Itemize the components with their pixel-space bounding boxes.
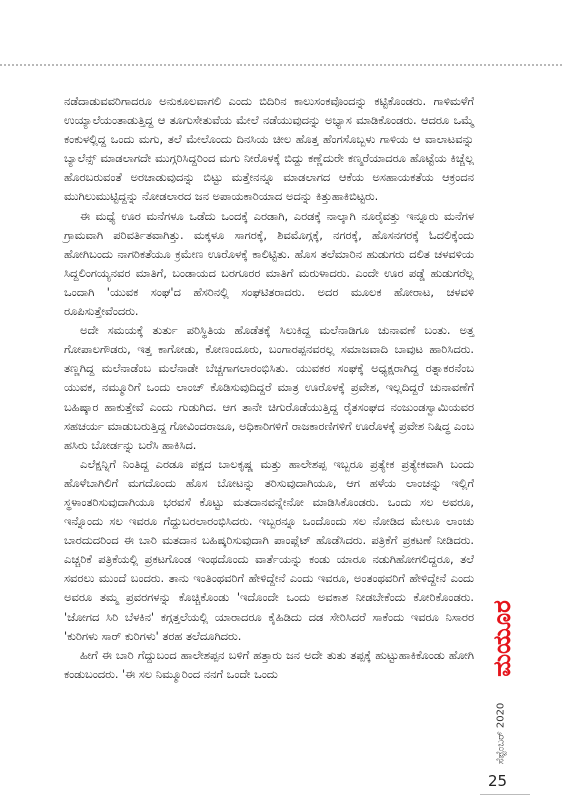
article-body — [64, 92, 474, 684]
page-number-divider — [480, 794, 530, 795]
issue-date: ಸೆಪ್ಟೆಂಬರ್ 2020 — [495, 702, 507, 764]
page-number: 25 — [488, 772, 508, 790]
magazine-name: ಮಯೂರ — [486, 599, 516, 677]
magazine-side-band — [484, 588, 518, 768]
magazine-logo — [484, 588, 518, 688]
article-paragraph: ಈ ಮಧ್ಯೆ ಊರ ಮನೆಗಳೂ ಒಡೆದು ಒಂದಕ್ಕೆ ಎರಡಾಗಿ, ಎರಡಕ್ಕೆ ನಾಲ್ಕಾಗಿ ನೂರೈವತ್ತು ಇನ್ನೂರು ಮನೆಗಳ ಗ್ರಾಮವಾಗಿ ಪರಿವರ್ತಿತವಾಗಿತ್ತು. ಮಕ್ಕಳೂ ಸಾಗರಕ್ಕೆ, ಶಿವಮೊಗ್ಗಕ್ಕೆ, ನಗರಕ್ಕೆ, ಹೊಸನಗರಕ್ಕೆ ಓದಲಿಕ್ಕೆಂದು ಹೋಗಿಬಂದು ನಾಗರಿಕತೆಯೂ ಕ್ರಮೇಣ ಊರೊಳಕ್ಕೆ ಕಾಲಿಟ್ಟಿತು. ಹೊಸ ತಲೆಮಾರಿನ ಹುಡುಗರು ದಲಿತ ಚಳವಳಿಯ ಸಿದ್ದಲಿಂಗಯ್ಯನವರ ಮಾತಿಗೆ, ಬಂಡಾಯದ ಬರಗೂರರ ಮಾತಿಗೆ ಮರುಳಾದರು. ಎಂದೇ ಊರ ಪಡ್ಡೆ ಹುಡುಗರೆಲ್ಲ ಒಂದಾಗಿ 'ಯುವಕ ಸಂಘ'ದ ಹೆಸರಿನಲ್ಲಿ ಸಂಘಟಿತರಾದರು. ಅದರ ಮೂಲಕ ಹೋರಾಟ, ಚಳವಳಿ ರೂಪಿಸುತ್ತೇವೆಂದರು. — [64, 208, 474, 319]
article-paragraph: ಹೀಗೆ ಈ ಬಾರಿ ಗೆದ್ದುಬಂದ ಹಾಲೇಶಪ್ಪನ ಬಳಿಗೆ ಹತ್ತಾರು ಜನ ಅದೇ ತುತು ತಪ್ಪಕ್ಕೆ ಹುಟ್ಟುಹಾಕಿಕೊಂಡು ಹೋಗಿ ಕಂಡುಬಂದರು. 'ಈ ಸಲ ನಿಮ್ಮೂರಿಂದ ನನಗೆ ಒಂದೇ ಒಂದು — [64, 647, 474, 681]
issue-label-wrap — [484, 688, 518, 778]
top-dotted-divider — [0, 64, 562, 66]
article-paragraph: ನಡೆದಾಡುವವರಿಗಾದರೂ ಅನುಕೂಲವಾಗಲಿ ಎಂದು ಬಿದಿರಿನ ಕಾಲುಸಂಕವೊಂದನ್ನು ಕಟ್ಟಿಕೊಂಡರು. ಗಾಳಿಮಳೆಗೆ ಉಯ್ಯಾಲೆಯಂತಾಡುತ್ತಿದ್ದ ಆ ತೂಗುಸೇತುವೆಯ ಮೇಲೆ ನಡೆಯುವುದನ್ನು ಅಭ್ಯಾಸ ಮಾಡಿಕೊಂಡರು. ಆದರೂ ಒಮ್ಮೆ ಕಂಕುಳಲ್ಲಿದ್ದ ಒಂದು ಮಗು, ತಲೆ ಮೇಲೊಂದು ದಿನಸಿಯ ಚೀಲ ಹೊತ್ತ ಹೆಂಗಸೊಬ್ಬಳು ಗಾಳಿಯ ಆ ವಾಲಾಟವನ್ನು ಬ್ಯಾಲೆನ್ಸ್ ಮಾಡಲಾಗದೇ ಮುಗ್ಗರಿಸಿದ್ದರಿಂದ ಮಗು ನೀರೊಳಕ್ಕೆ ಬಿದ್ದು ಕಣ್ಣೆದುರೇ ಕಣ್ಮರೆಯಾದರೂ ಹೊಟ್ಟೆಯ ಕಿಚ್ಚೆಲ್ಲ ಹೊರಬರುವಂತೆ ಅರಚಾಡುವುದನ್ನು ಬಿಟ್ಟು ಮತ್ತೇನನ್ನೂ ಮಾಡಲಾಗದ ಆಕೆಯ ಅಸಹಾಯಕತೆಯ ಆಕ್ರಂದನ ಮುಗಿಲುಮುಟ್ಟಿದ್ದನ್ನು ನೋಡಲಾರದ ಜನ ಅಪಾಯಕಾರಿಯಾದ ಅದನ್ನು ಕಿತ್ತುಹಾಕಿಬಿಟ್ಟರು. — [64, 94, 474, 204]
article-paragraph: ಎಲೆಕ್ಷನ್ನಿಗೆ ನಿಂತಿದ್ದ ಎರಡೂ ಪಕ್ಷದ ಬಾಲಕೃಷ್ಣ ಮತ್ತು ಹಾಲೇಶಪ್ಪ ಇಬ್ಬರೂ ಪ್ರತ್ಯೇಕ ಪ್ರತ್ಯೇಕವಾಗಿ ಬಂದು ಹೊಳೆಬಾಗಿಲಿಗೆ ಮಗದೊಂದು ಹೊಸ ಬೋಟನ್ನು ತರಿಸುವುದಾಗಿಯೂ, ಆಗ ಹಳೆಯ ಲಾಂಚನ್ನು ಇಲ್ಲಿಗೆ ಸ್ಥಳಾಂತರಿಸುವುದಾಗಿಯೂ ಭರವಸೆ ಕೊಟ್ಟು ಮತದಾನವನ್ನೇನೋ ಮಾಡಿಸಿಕೊಂಡರು. ಒಂದು ಸಲ ಅವರೂ, ಇನ್ನೊಂದು ಸಲ ಇವರೂ ಗೆದ್ದುಬರಲಾರಂಭಿಸಿದರು. ಇಬ್ಬರನ್ನೂ ಒಂದೊಂದು ಸಲ ನೋಡಿದ ಮೇಲೂ ಲಾಂಚು ಬಾರದುದರಿಂದ ಈ ಬಾರಿ ಮತದಾನ ಬಹಿಷ್ಕರಿಸುವುದಾಗಿ ಪಾಂಪ್ಲೆಟ್ ಹೊಡೆಸಿದರು. ಪತ್ರಿಕೆಗೆ ಪ್ರಕಟಣೆ ನೀಡಿದರು. ಎಚ್ಚರಿಕೆ ಪತ್ರಿಕೆಯಲ್ಲಿ ಪ್ರಕಟಗೊಂಡ ಇಂಥದೊಂದು ವಾರ್ತೆಯನ್ನು ಕಂಡು ಯಾರೂ ನಡುಗಿಹೋಗಲಿದ್ದರೂ, ತಲೆ ಸವರಲು ಮುಂದೆ ಬಂದರು. ತಾನು ಇಂತಿಂಥವರಿಗೆ ಹೇಳಿದ್ದೇನೆ ಎಂದು ಇವರೂ, ಅಂತಂಥವರಿಗೆ ಹೇಳಿದ್ದೇನೆ ಎಂದು ಅವರೂ ತಮ್ಮ ಪ್ರವರಗಳನ್ನು ಕೊಚ್ಚಿಕೊಂಡು 'ಇದೊಂದೇ ಒಂದು ಅವಕಾಶ ನೀಡಬೇಕೆಂದು ಕೋರಿಕೊಂಡರು. 'ಜೋಗದ ಸಿರಿ ಬೆಳಕಿನ' ಕಗ್ಗತ್ತಲೆಯಲ್ಲಿ ಯಾರಾದರೂ ಕೈಹಿಡಿದು ದಡ ಸೇರಿಸಿದರೆ ಸಾಕೆಂದು ಇವರೂ ನಿಸಾರರ 'ಕುರಿಗಳು ಸಾರ್ ಕುರಿಗಳು' ತರಹ ತಲೆದೂಗಿದರು. — [64, 456, 474, 643]
article-paragraph: ಅದೇ ಸಮಯಕ್ಕೆ ತುರ್ತು ಪರಿಸ್ಥಿತಿಯ ಹೊಡೆತಕ್ಕೆ ಸಿಲುಕಿದ್ದ ಮಲೆನಾಡಿಗೂ ಚುನಾವಣೆ ಬಂತು. ಅತ್ತ ಗೋಪಾಲಗೌಡರು, ಇತ್ತ ಕಾಗೋಡು, ಕೋಣಂದೂರು, ಬಂಗಾರಪ್ಪನವರಲ್ಲ ಸಮಾಜವಾದಿ ಬಾವುಟ ಹಾರಿಸಿದರು. ತಣ್ಣಗಿದ್ದ ಮಲೆನಾಡೆಂಬ ಮಲೆನಾಡೇ ಬೆಚ್ಚಗಾಗಲಾರಂಭಿಸಿತು. ಯುವಕರ ಸಂಘಕ್ಕೆ ಅಧ್ಯಕ್ಷರಾಗಿದ್ದ ರತ್ನಾಕರನೆಂಬ ಯುವಕ, ನಮ್ಮೂರಿಗೆ ಒಂದು ಲಾಂಚ್ ಕೊಡಿಸುವುದಿದ್ದರೆ ಮಾತ್ರ ಊರೊಳಕ್ಕೆ ಪ್ರವೇಶ, ಇಲ್ಲದಿದ್ದರೆ ಚುನಾವಣೆಗೆ ಬಹಿಷ್ಕಾರ ಹಾಕುತ್ತೇವೆ ಎಂದು ಗುಡುಗಿದ. ಆಗ ತಾನೇ ಚಿಗುರೊಡೆಯುತ್ತಿದ್ದ ರೈತಸಂಘದ ನಂಜುಂಡಸ್ವಾಮಿಯವರ ಸಹಚರ್ಯ ಮಾಡುಬರುತ್ತಿದ್ದ ಗೋವಿಂದರಾಜೂ, ಅಧಿಕಾರಿಗಳಿಗೆ ರಾಜಕಾರಣಿಗಳಿಗೆ ಊರೊಳಕ್ಕೆ ಪ್ರವೇಶ ನಿಷಿದ್ಧ ಎಂಬ ಹಸಿರು ಬೋರ್ಡನ್ನು ಬರೆಸಿ ಹಾಕಿಸಿದ. — [64, 323, 474, 452]
